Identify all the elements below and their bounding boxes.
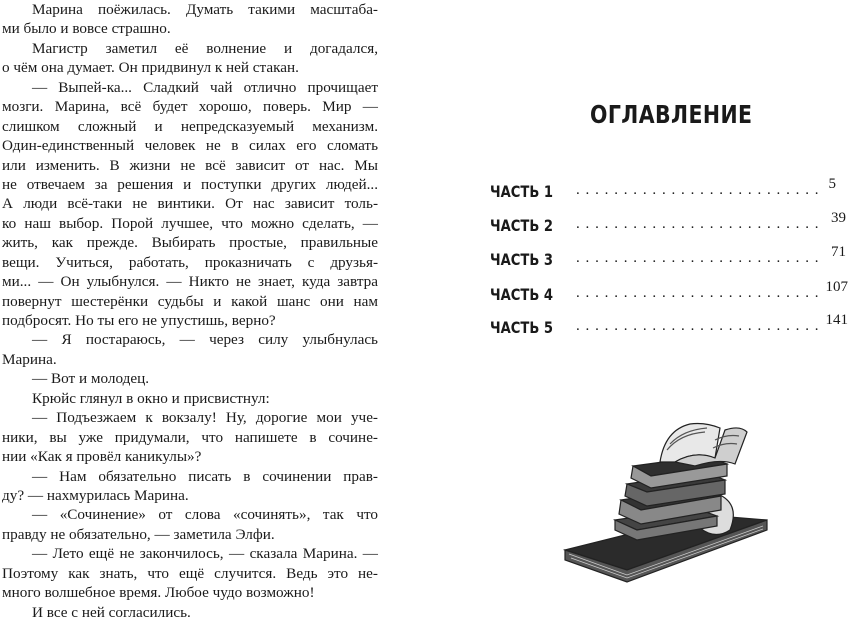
books-illustration (555, 400, 775, 600)
left-page-text (2, 0, 378, 622)
text-line: повернут шестерёнки судьбы и какой шанс они нам (2, 292, 378, 310)
text-line: — Подъезжаем к вокзалу! Ну, дорогие мои уче- (32, 409, 378, 427)
toc-entry-label: ЧАСТЬ 1 (490, 182, 554, 201)
toc-entry-page: 71 (831, 244, 846, 260)
toc-entry-page: 5 (828, 176, 836, 192)
toc-dot-leader: .......................... (576, 285, 825, 301)
toc-title: ОГЛАВЛЕНИЕ (590, 100, 753, 129)
toc-entry[interactable] (490, 244, 850, 272)
text-line: ники, вы уже придумали, что напишете в сочине- (2, 428, 378, 446)
toc-entry[interactable] (490, 210, 850, 238)
text-line: — Лето ещё не закончилось, — сказала Марина. — (32, 545, 378, 563)
text-line: или изменить. В жизни не всё зависит от нас. Мы (2, 156, 378, 174)
text-line: много волшебное время. Любое чудо возможно! (2, 584, 315, 602)
text-line: правду не обязательно, — заметила Элфи. (2, 525, 275, 543)
text-line: Один-единственный человек не в силах его сломать (2, 137, 378, 155)
toc-entry-page: 39 (831, 210, 846, 226)
toc-entry[interactable] (490, 176, 850, 204)
toc-entry[interactable] (490, 279, 850, 307)
text-line: И все с ней согласились. (32, 603, 191, 621)
text-line: Поэтому как знать, что ещё случится. Ведь это не- (2, 564, 378, 582)
text-line: — Нам обязательно писать в сочинении прав- (32, 467, 378, 485)
toc-dot-leader: .......................... (576, 250, 825, 266)
text-line: ми... — Он улыбнулся. — Никто не знает, куда завтра (2, 273, 378, 291)
toc-entry-label: ЧАСТЬ 5 (490, 318, 554, 337)
text-line: подбросят. Но ты его не упустишь, верно? (2, 312, 276, 329)
toc-entry-page: 141 (825, 312, 848, 328)
text-line: Марина поёжилась. Думать такими масштаба- (32, 1, 378, 18)
text-line: слишком сложный и непредсказуемый механизм. (2, 117, 378, 135)
toc-entry-label: ЧАСТЬ 2 (490, 216, 554, 235)
toc-entry-label: ЧАСТЬ 4 (490, 285, 554, 304)
toc-entry[interactable] (490, 312, 850, 340)
text-line: не отвечаем за решения и поступки других людей... (2, 175, 378, 193)
text-line: нии «Как я провёл каникулы»? (2, 448, 202, 466)
text-line: — Я постараюсь, — через силу улыбнулась (32, 331, 378, 349)
text-line: — Вот и молодец. (32, 370, 149, 388)
text-line: ко наш выбор. Порой лучшее, что можно сделать, — (2, 214, 378, 232)
text-line: жить, как прежде. Выбирать простые, правильные (2, 234, 378, 252)
toc-dot-leader: .......................... (576, 182, 825, 198)
text-line: о чём она думает. Он придвинул к ней стакан. (2, 59, 299, 77)
toc-dot-leader: .......................... (576, 318, 825, 334)
text-line: — «Сочинение» от слова «сочинять», так что (32, 506, 378, 524)
toc-dot-leader: .......................... (576, 216, 825, 232)
text-line: мозги. Марина, всё будет хорошо, поверь. Мир — (2, 98, 378, 116)
text-line: — Выпей-ка... Сладкий чай отлично прочищает (32, 78, 378, 96)
text-line: Крюйс глянул в окно и присвистнул: (32, 389, 270, 407)
text-line: ми было и вовсе страшно. (2, 20, 171, 38)
text-line: Марина. (2, 350, 57, 368)
toc-entry-label: ЧАСТЬ 3 (490, 250, 554, 269)
toc-entry-page: 107 (825, 279, 848, 295)
text-line: вещи. Учиться, работать, проказничать с друзья- (2, 253, 378, 271)
text-line: А люди всё-таки не винтики. От нас зависит толь- (2, 195, 378, 213)
text-line: ду? — нахмурилась Марина. (2, 486, 189, 504)
text-line: Магистр заметил её волнение и догадался, (32, 39, 378, 57)
